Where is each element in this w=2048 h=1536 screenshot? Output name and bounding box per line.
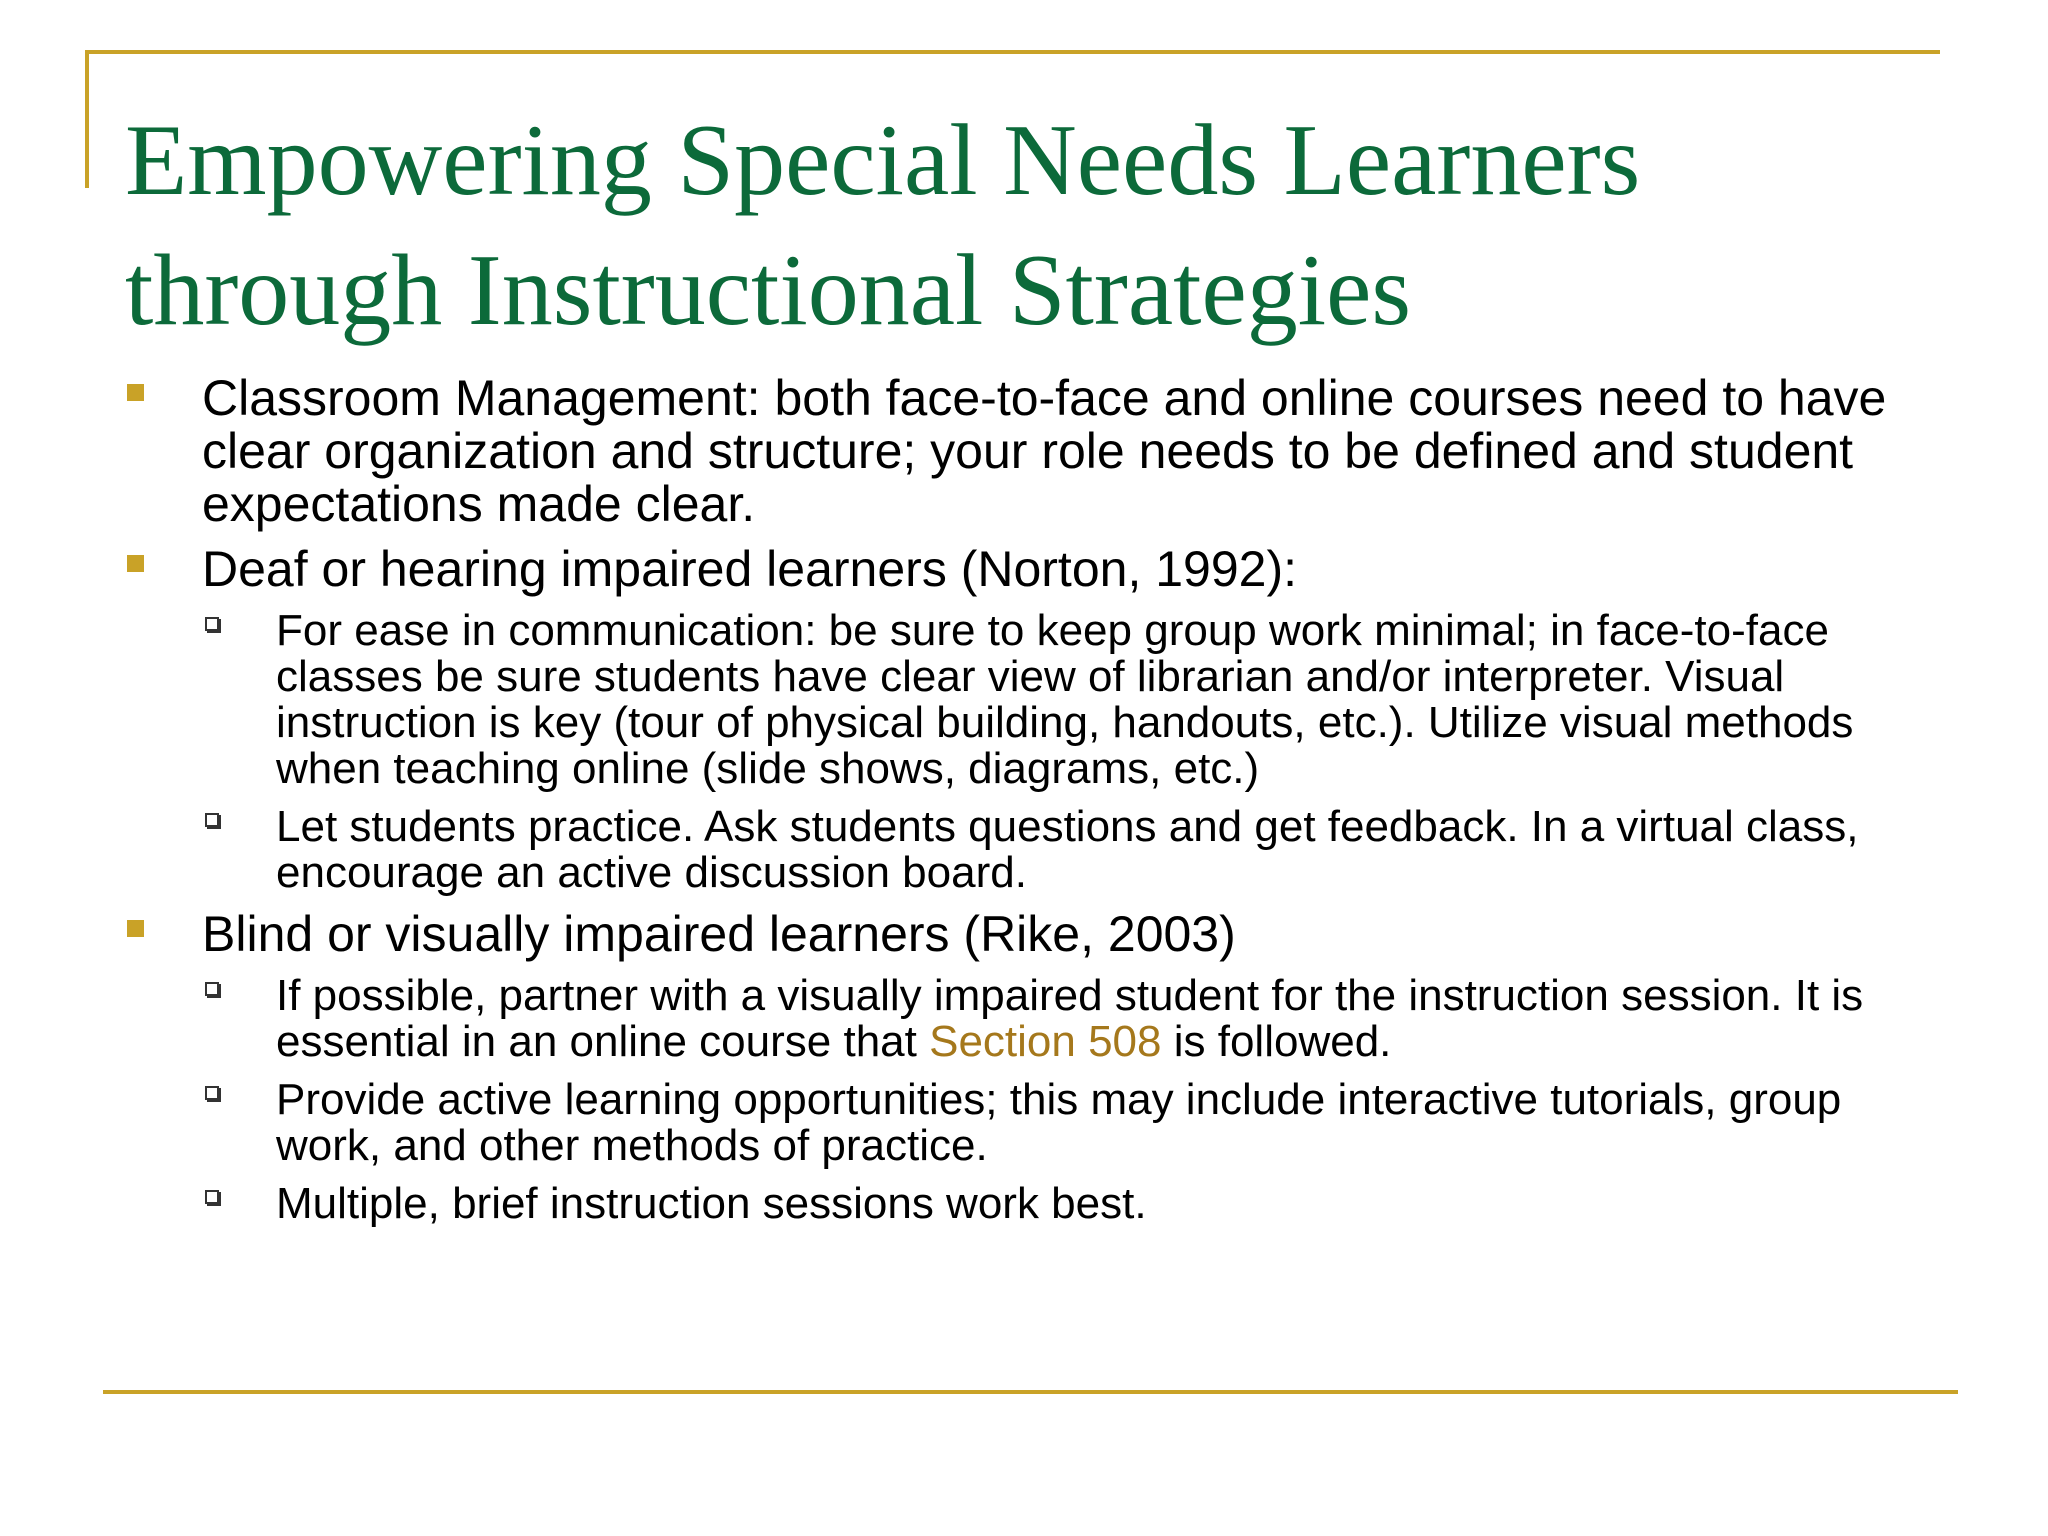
square-bullet-icon — [127, 384, 144, 401]
sub-list-deaf-learners — [125, 608, 1955, 896]
bullet-text: Blind or visually impaired learners (Rike, 2003) — [202, 906, 1236, 962]
sub-bullet-text: Let students practice. Ask students questions and get feedback. In a virtual class, encourage an active discussion board. — [276, 802, 1859, 897]
bottom-rule-divider — [103, 1390, 1958, 1394]
sub-bullet-brief-sessions — [202, 1181, 1955, 1227]
sub-bullet-communication — [202, 608, 1955, 792]
square-bullet-icon — [127, 555, 144, 572]
bullet-deaf-learners — [125, 543, 1955, 596]
square-bullet-icon — [127, 920, 144, 937]
hollow-square-bullet-icon — [205, 813, 219, 827]
sub-bullet-text-before: If possible, partner with a visually impaired student for the instruction session. It is essential in an online course that — [276, 971, 1864, 1066]
hollow-square-bullet-icon — [205, 1086, 219, 1100]
left-rule-divider — [85, 50, 89, 188]
sub-bullet-text-after: is followed. — [1161, 1017, 1392, 1066]
sub-bullet-active-learning — [202, 1077, 1955, 1169]
section-508-link[interactable]: Section 508 — [929, 1017, 1162, 1066]
hollow-square-bullet-icon — [205, 617, 219, 631]
sub-bullet-text: Multiple, brief instruction sessions work best. — [276, 1179, 1147, 1228]
hollow-square-bullet-icon — [205, 982, 219, 996]
bullet-text: Classroom Management: both face-to-face and online courses need to have clear organization and structure; your role needs to be defined and student expectations made clear. — [202, 370, 1887, 532]
sub-bullet-text: Provide active learning opportunities; this may include interactive tutorials, group work, and other methods of practice. — [276, 1075, 1842, 1170]
bullet-list — [125, 372, 1955, 1239]
hollow-square-bullet-icon — [205, 1190, 219, 1204]
sub-bullet-practice — [202, 804, 1955, 896]
sub-bullet-text: For ease in communication: be sure to keep group work minimal; in face-to-face classes be sure students have clear view of librarian and/or interpreter. Visual instruction is key (tour of physical building, handouts, etc.). Utilize visual methods when teaching online (slide shows, diagrams, etc.) — [276, 606, 1854, 793]
bullet-classroom-management — [125, 372, 1955, 531]
top-rule-divider — [85, 50, 1940, 54]
bullet-text: Deaf or hearing impaired learners (Norton, 1992): — [202, 541, 1297, 597]
slide-title — [125, 96, 1905, 356]
slide-title-line-2: through Instructional Strategies — [125, 234, 1412, 347]
slide-title-line-1: Empowering Special Needs Learners — [125, 104, 1641, 217]
bullet-blind-learners — [125, 908, 1955, 961]
sub-list-blind-learners — [125, 973, 1955, 1227]
sub-bullet-partner — [202, 973, 1955, 1065]
